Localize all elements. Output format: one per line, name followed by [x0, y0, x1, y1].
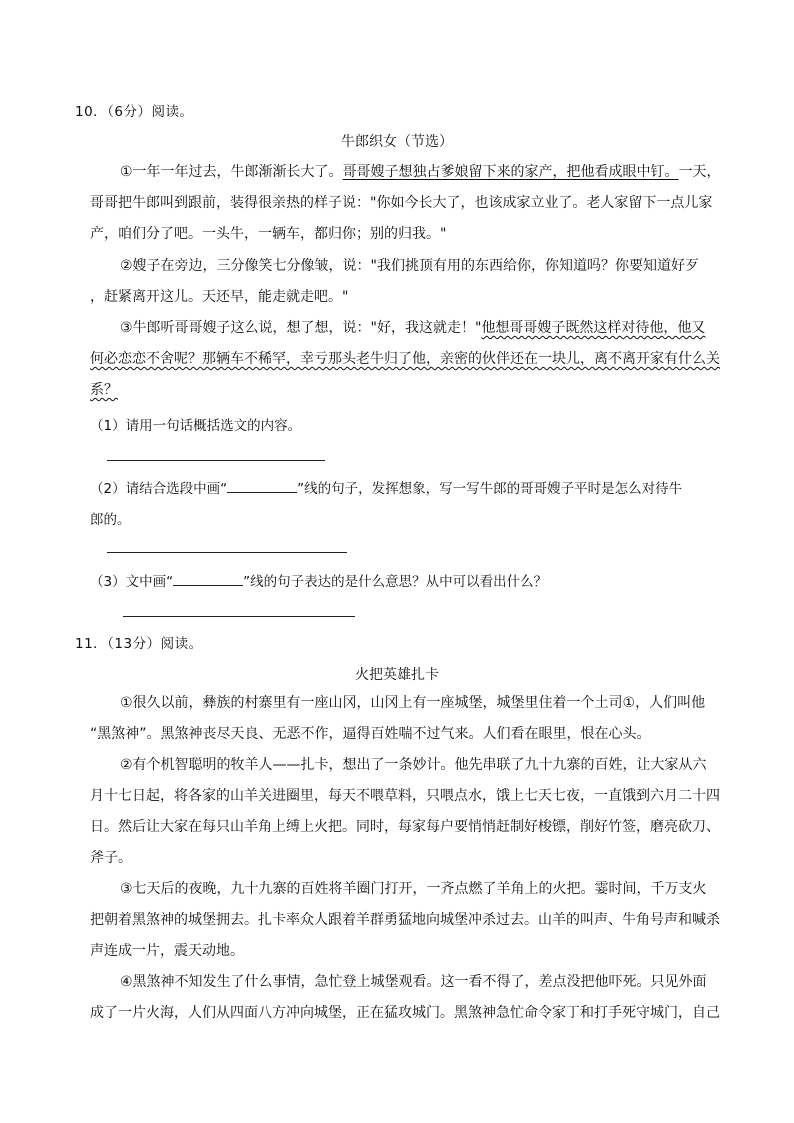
- paragraph-line: ，赶紧离开这儿。天还早，能走就走吧。": [90, 289, 349, 305]
- underlined-sentence: 哥哥嫂子想独占爹娘留下来的家产，把他看成眼中钉。: [342, 164, 679, 180]
- text-segment: （2）请结合选段中画“: [90, 481, 228, 497]
- text-segment: ③牛郎听哥哥嫂子这么说，想了想，说："好，我这就走！": [120, 320, 482, 336]
- wavy-underlined-sentence: 系？: [90, 382, 118, 398]
- passage-11-paragraph-3: [90, 874, 720, 967]
- paragraph-line: ④黑煞神不知发生了什么事情，急忙登上城堡观看。这一看不得了，差点没把他吓死。只见外面: [120, 974, 707, 990]
- question-10-header: 10．（6分）阅读。: [75, 104, 194, 120]
- paragraph-line: [90, 157, 720, 188]
- text-segment: （3）文中画“: [90, 574, 174, 590]
- underline-marker: [227, 480, 297, 493]
- passage-10-paragraph-1: [90, 157, 720, 250]
- answer-line-3[interactable]: [123, 616, 355, 617]
- paragraph-line: 成了一片火海，人们从四面八方冲向城堡，正在猛攻城门。黑煞神急忙命令家丁和打手死守城门，自己: [90, 1005, 720, 1021]
- wavy-marker: [173, 573, 243, 586]
- passage-title-huoba: 火把英雄扎卡: [355, 667, 439, 683]
- text-segment: 一天，: [678, 164, 721, 180]
- paragraph-line: 哥哥把牛郎叫到跟前，装得很亲热的样子说："你如今长大了，也该成家立业了。老人家留下一点儿家: [90, 195, 713, 211]
- answer-line-2[interactable]: [107, 552, 347, 553]
- sub-question-1: （1）请用一句话概括选文的内容。: [90, 418, 302, 434]
- passage-title-niulang: 牛郎织女（节选）: [341, 134, 453, 150]
- paragraph-line: ③七天后的夜晚，九十九寨的百姓将羊圈门打开，一齐点燃了羊角上的火把。霎时间，千万支火: [120, 881, 707, 897]
- passage-11-paragraph-2: [90, 750, 720, 874]
- paragraph-line: [90, 313, 720, 344]
- answer-line-1[interactable]: [107, 460, 325, 461]
- text-segment: ①一年一年过去，牛郎渐渐长大了。: [120, 164, 343, 180]
- question-11-header: 11．（13分）阅读。: [75, 636, 203, 652]
- sub-question-2: [90, 477, 682, 497]
- paragraph-line: 声连成一片，震天动地。: [90, 943, 244, 959]
- passage-11-paragraph-1: [90, 688, 720, 750]
- paragraph-line: 把朝着黑煞神的城堡拥去。扎卡率众人跟着羊群勇猛地向城堡冲杀过去。山羊的叫声、牛角号声和喊杀: [90, 912, 720, 928]
- wavy-underlined-sentence: 何必恋恋不舍呢？那辆车不稀罕，幸亏那头老牛归了他，亲密的伙伴还在一块儿，离不离开家有什么关: [90, 351, 720, 367]
- paragraph-line: 月十七日起，将各家的山羊关进圈里，每天不喂草料，只喂点水，饿上七天七夜，一直饿到六月二十四: [90, 788, 720, 804]
- paragraph-line: 斧子。: [90, 850, 132, 866]
- text-segment: ”线的句子，发挥想象，写一写牛郎的哥哥嫂子平时是怎么对待牛: [297, 481, 683, 497]
- paragraph-line: 产，咱们分了吧。一头牛，一辆车，都归你；别的归我。": [90, 226, 447, 242]
- wavy-underlined-sentence: 他想哥哥嫂子既然这样对待他，他又: [481, 320, 706, 336]
- paragraph-line: 日。然后让大家在每只山羊角上缚上火把。同时，每家每户要悄悄赶制好梭镖，削好竹签，磨亮砍刀、: [90, 819, 720, 835]
- passage-10-paragraph-3: [90, 313, 720, 406]
- paragraph-line: ②嫂子在旁边，三分像笑七分像皱，说："我们挑顶有用的东西给你，你知道吗？你要知道好歹: [120, 258, 699, 274]
- paragraph-line: ②有个机智聪明的牧羊人——扎卡，想出了一条妙计。他先串联了九十九寨的百姓，让大家从六: [120, 757, 707, 773]
- text-segment: ”线的句子表达的是什么意思？从中可以看出什么？: [243, 574, 548, 590]
- passage-11-paragraph-4: [90, 967, 720, 1029]
- sub-question-3: [90, 570, 547, 590]
- passage-10-paragraph-2: [90, 251, 720, 313]
- paragraph-line: “黑煞神”。黑煞神丧尽天良、无恶不作，逼得百姓喘不过气来。人们看在眼里，恨在心头。: [90, 726, 651, 742]
- paragraph-line: ①很久以前，彝族的村寨里有一座山冈，山冈上有一座城堡，城堡里住着一个土司①，人们叫他: [120, 695, 706, 711]
- sub-question-2-continued: 郎的。: [90, 512, 131, 528]
